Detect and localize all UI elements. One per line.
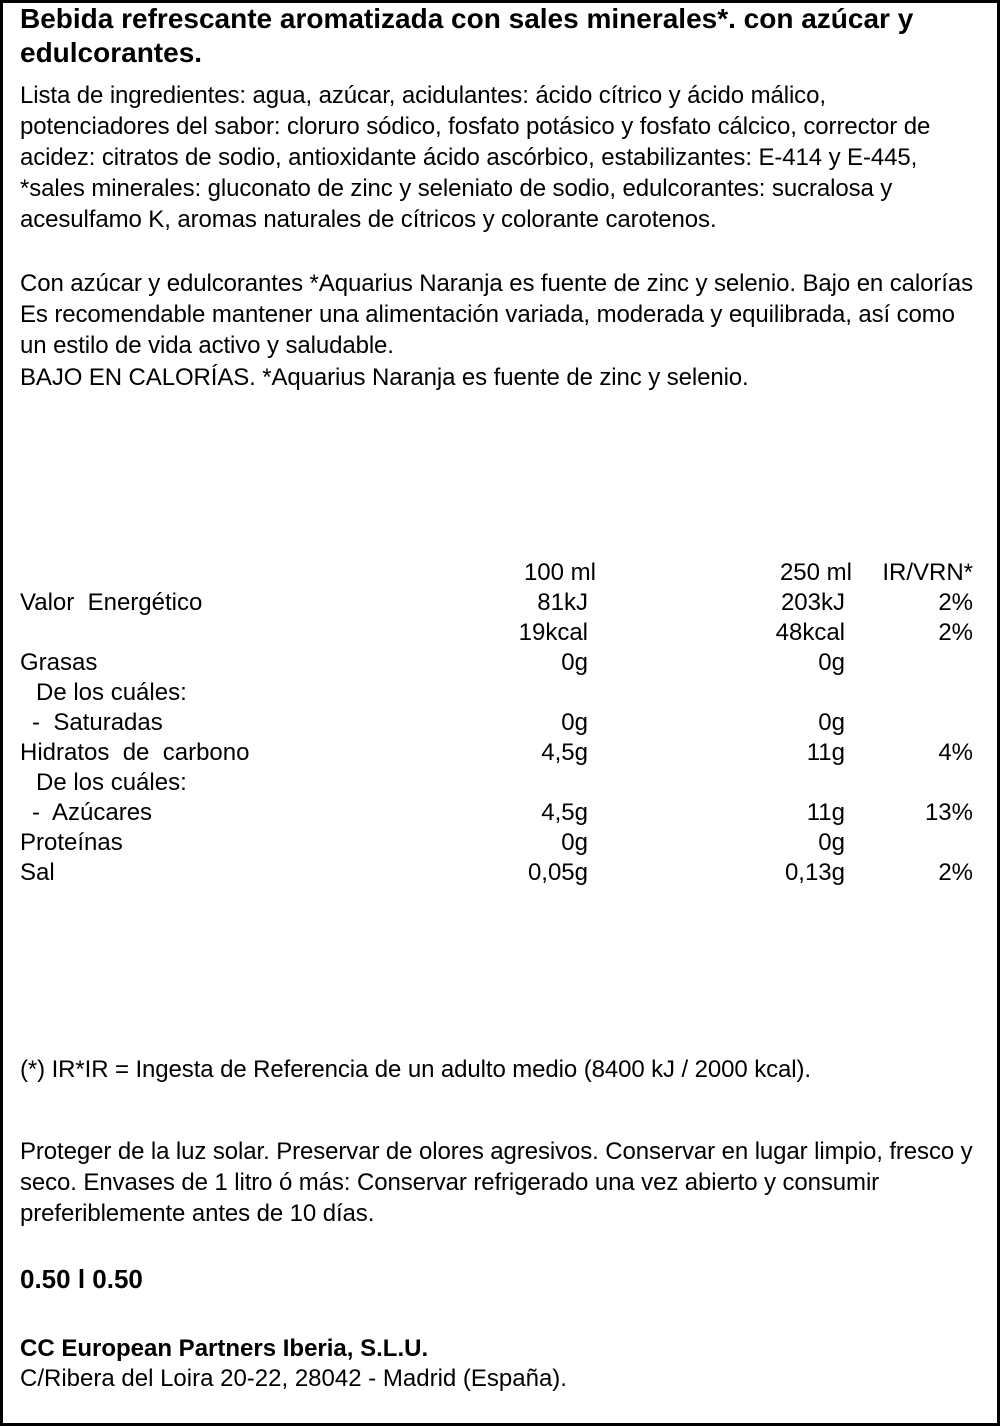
value-per-250ml: 0g [818, 709, 845, 736]
nutrient-label: De los cuáles: [36, 769, 187, 796]
value-per-100ml: 81kJ [537, 589, 588, 616]
nutrition-row-protein [0, 828, 1000, 858]
value-per-100ml: 0g [561, 829, 588, 856]
nutrient-label: Sal [20, 859, 55, 886]
column-header-100ml: 100 ml [523, 559, 596, 586]
company-name: CC European Partners Iberia, S.L.U. [20, 1335, 429, 1362]
column-header-250ml: 250 ml [779, 559, 852, 586]
nutrition-row-carbohydrates [0, 738, 1000, 768]
nutrition-row-saturated [0, 708, 1000, 738]
nutrition-claims: Con azúcar y edulcorantes *Aquarius Naranja es fuente de zinc y selenio. Bajo en calorías Es recomendable mantener una alimentación variada, moderada y equilibrada, así como un estilo de vida activo y saludable. [20, 270, 973, 359]
nutrition-row-of-which [0, 768, 1000, 798]
value-per-250ml: 11g [806, 799, 845, 826]
ingredients-list: Lista de ingredientes: agua, azúcar, acidulantes: ácido cítrico y ácido málico, potenciadores del sabor: cloruro sódico, fosfato potásico y fosfato cálcico, corrector de acidez: citratos de sodio, antioxidante ácido ascórbico, estabilizantes: E-414 y E-445, *sales minerales: gluconato de zinc y seleniato de sodio, edulcorantes: sucralosa y acesulfamo K, aromas naturales de cítricos y colorante carotenos. [20, 82, 931, 233]
value-per-250ml: 11g [806, 739, 845, 766]
value-per-100ml: 0g [561, 709, 588, 736]
value-per-250ml: 0,13g [784, 859, 845, 886]
value-ri: 2% [938, 859, 973, 886]
nutrient-label: Grasas [20, 649, 98, 676]
reference-intake-footnote: (*) IR*IR = Ingesta de Referencia de un adulto medio (8400 kJ / 2000 kcal). [20, 1056, 811, 1083]
value-per-100ml: 0g [561, 649, 588, 676]
nutrition-row-salt [0, 858, 1000, 888]
value-per-100ml: 4,5g [541, 799, 588, 826]
nutrition-table [0, 558, 1000, 888]
nutrient-label: Proteínas [20, 829, 123, 856]
net-volume: 0.50 l 0.50 [20, 1264, 143, 1294]
value-ri: 4% [938, 739, 973, 766]
nutrition-row-sugars [0, 798, 1000, 828]
nutrient-label: Hidratos de carbono [20, 739, 250, 766]
value-per-100ml: 19kcal [518, 619, 588, 646]
nutrition-row-energy-kcal [0, 618, 1000, 648]
low-calorie-claim: BAJO EN CALORÍAS. *Aquarius Naranja es fuente de zinc y selenio. [20, 364, 749, 391]
column-header-ri: IR/VRN* [882, 559, 973, 586]
value-per-100ml: 4,5g [541, 739, 588, 766]
nutrition-row-of-which [0, 678, 1000, 708]
product-title: Bebida refrescante aromatizada con sales minerales*. con azúcar y edulcorantes. [20, 3, 914, 68]
value-per-100ml: 0,05g [527, 859, 588, 886]
value-per-250ml: 0g [818, 829, 845, 856]
value-per-250ml: 0g [818, 649, 845, 676]
nutrition-header-row [0, 558, 1000, 588]
nutrition-row-fat [0, 648, 1000, 678]
value-ri: 2% [938, 619, 973, 646]
nutrition-row-energy-kj [0, 588, 1000, 618]
nutrient-label: - Azúcares [32, 799, 153, 826]
value-ri: 2% [938, 589, 973, 616]
nutrient-label: Valor Energético [20, 589, 203, 616]
company-address: C/Ribera del Loira 20-22, 28042 - Madrid (España). [20, 1365, 567, 1392]
nutrient-label: De los cuáles: [36, 679, 187, 706]
value-per-250ml: 203kJ [780, 589, 845, 616]
value-ri: 13% [924, 799, 973, 826]
value-per-250ml: 48kcal [775, 619, 845, 646]
nutrient-label: - Saturadas [32, 709, 163, 736]
storage-instructions: Proteger de la luz solar. Preservar de olores agresivos. Conservar en lugar limpio, fresco y seco. Envases de 1 litro ó más: Conservar refrigerado una vez abierto y consumir preferiblemente antes de 10 días. [20, 1138, 973, 1227]
